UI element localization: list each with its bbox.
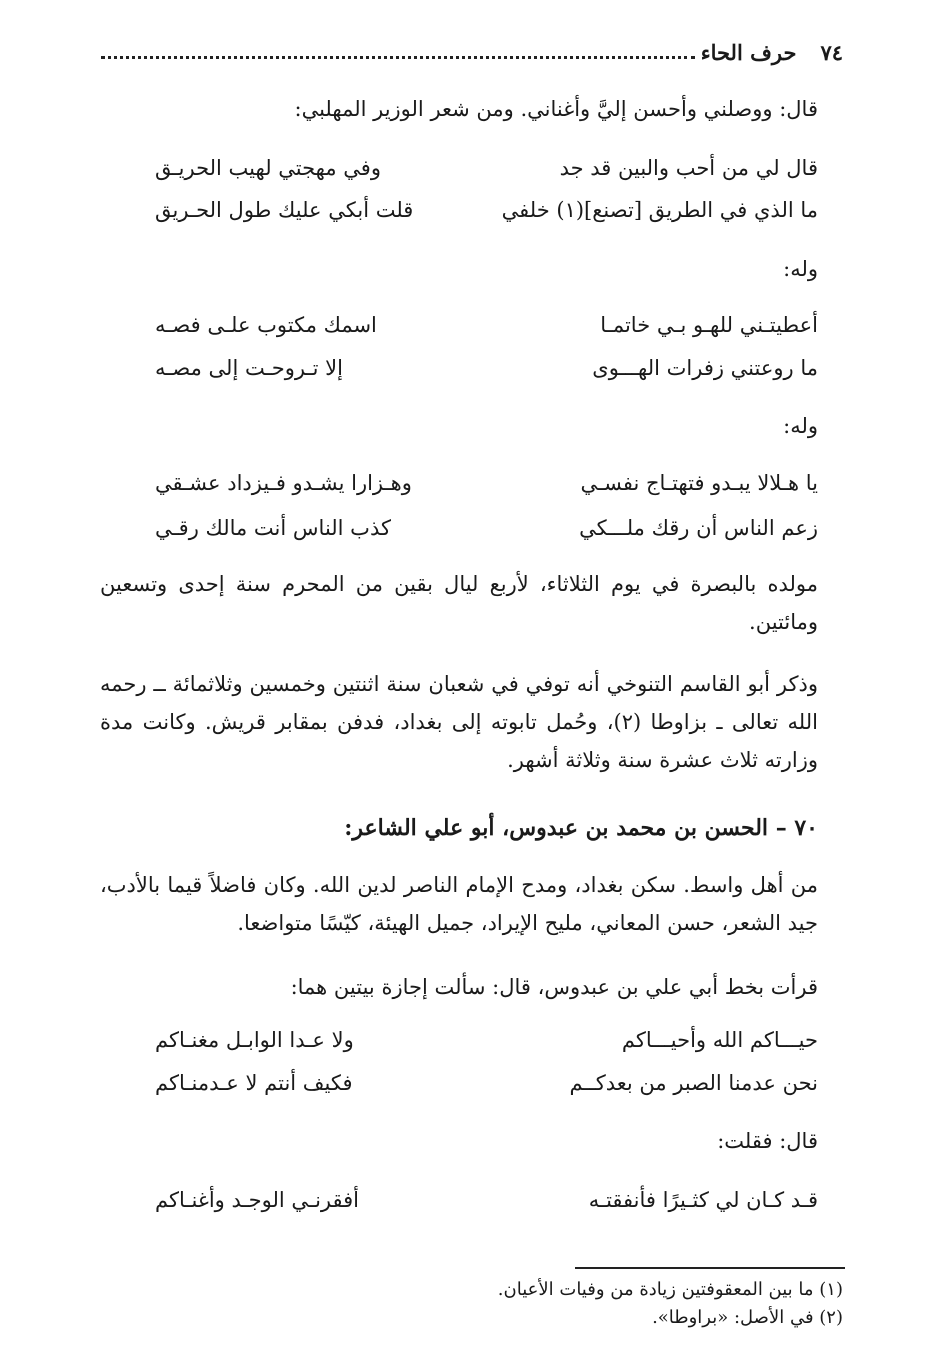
hemistich-first: قال لي من أحب والبين قد جد — [559, 156, 818, 180]
hemistich-first: زعم الناس أن رقك ملـــكي — [579, 516, 818, 540]
footnote: (١) ما بين المعقوفتين زيادة من وفيات الأعيان. — [497, 1279, 843, 1300]
paragraph: قال: ووصلني وأحسن إليَّ وأغناني. ومن شعر الوزير المهلبي: — [294, 97, 818, 121]
hemistich-first: ما روعتني زفرات الهـــوى — [592, 356, 818, 380]
paragraph: وذكر أبو القاسم التنوخي أنه توفي في شعبان سنة اثنتين وخمسين وثلاثمائة ــ رحمه الله تعالى ـ بزاوطا (٢)، وحُمل تابوته إلى بغداد، فدفن بمقابر قريش. وكانت مدة وزارته ثلاث عشرة سنة وثلاثة أشهر. — [100, 672, 818, 772]
hemistich-first: حيـــاكم الله وأحيـــاكم — [621, 1028, 818, 1052]
hemistich-first: يا هـلالا يبـدو فتهتـاج نفسـي — [580, 471, 818, 495]
entry-heading: ٧٠ – الحسن بن محمد بن عبدوس، أبو علي الشاعر: — [344, 815, 818, 841]
footnote: (٢) في الأصل: «براوطا». — [652, 1307, 843, 1328]
paragraph: مولده بالبصرة في يوم الثلاثاء، لأربع ليال بقين من المحرم سنة إحدى وتسعين ومائتين. — [100, 572, 818, 634]
hemistich-first: ما الذي في الطريق [تصنع](١) خلفي — [501, 198, 818, 222]
hemistich-first: نحن عدمنا الصبر من بعدكــم — [569, 1071, 818, 1095]
verse-intro: وله: — [783, 414, 818, 438]
verse-line — [155, 305, 818, 345]
verse-line — [155, 148, 818, 188]
hemistich-second: أفقرنـي الوجـد وأغنـاكم — [155, 1188, 359, 1212]
hemistich-second: كذب الناس أنت مالك رقـي — [155, 516, 391, 540]
verse-intro: وله: — [783, 257, 818, 281]
hemistich-second: فكيف أنتم لا عـدمنـاكم — [155, 1071, 353, 1095]
verse-line — [155, 1063, 818, 1103]
hemistich-second: وفي مهجتي لهيب الحريـق — [155, 156, 381, 180]
hemistich-second: اسمك مكتوب علـى فصـه — [155, 313, 377, 337]
hemistich-first: قـد كـان لي كثـيرًا فأنفقتـه — [588, 1188, 818, 1212]
hemistich-second: قلت أبكي عليك طول الحـريق — [155, 198, 414, 222]
verse-line — [155, 190, 818, 230]
page-number: ٧٤ — [820, 39, 843, 65]
hemistich-second: ولا عـدا الوابـل مغنـاكم — [155, 1028, 354, 1052]
hemistich-first: أعطيتـني للهـو بـي خاتمـا — [600, 313, 818, 337]
verse-line — [155, 1180, 818, 1220]
verse-line — [155, 1020, 818, 1060]
chapter-title: حرف الحاء — [700, 39, 797, 65]
verse-intro: قال: فقلت: — [717, 1129, 818, 1153]
header-dotted-leader — [101, 46, 695, 59]
hemistich-second: إلا تـروحـت إلى مصـه — [155, 356, 343, 380]
page-header — [95, 32, 843, 72]
verse-line — [155, 463, 818, 503]
verse-line — [155, 508, 818, 548]
footnote-separator — [575, 1267, 845, 1269]
hemistich-second: وهـزارا يشـدو فـيزداد عشـقي — [155, 471, 412, 495]
paragraph: من أهل واسط. سكن بغداد، ومدح الإمام الناصر لدين الله. وكان فاضلاً قيما بالأدب، جيد الشعر، حسن المعاني، مليح الإيراد، جميل الهيئة، كيّسًا متواضعا. — [100, 873, 818, 935]
paragraph: قرأت بخط أبي علي بن عبدوس، قال: سألت إجازة بيتين هما: — [290, 975, 818, 999]
verse-line — [155, 348, 818, 388]
